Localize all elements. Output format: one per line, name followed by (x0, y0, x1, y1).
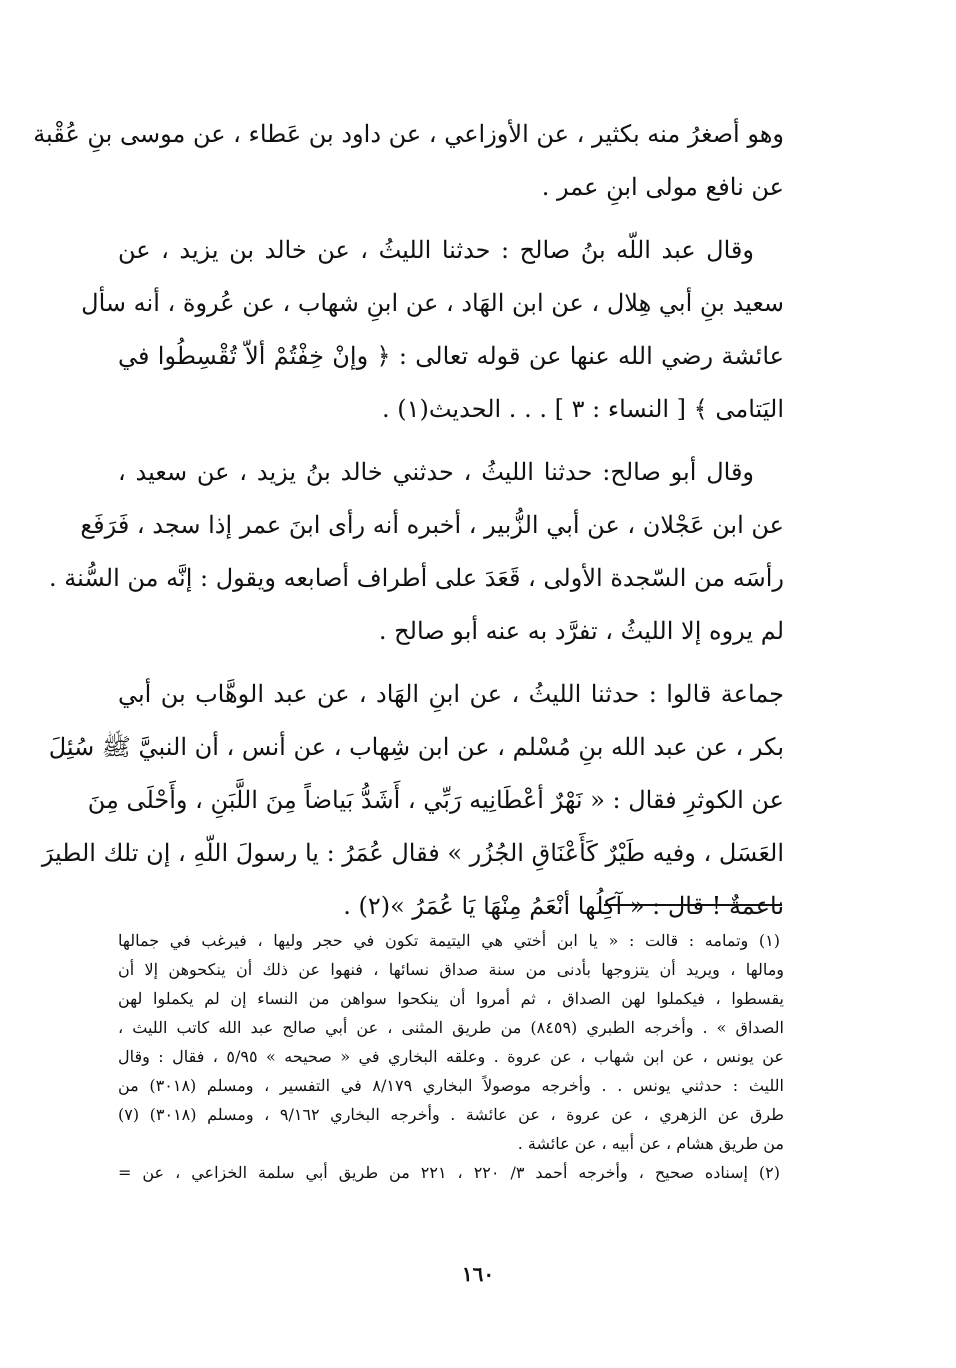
text-line: ناعمةٌ ! قال : « آكِلُها أنْعَمُ مِنْهَا يَا عُمَرُ »(٢) . (343, 892, 784, 920)
text-line: لم يروه إلا الليثُ ، تفرَّد به عنه أبو صالح . (378, 617, 784, 645)
paragraph-1 (33, 108, 784, 214)
text-line: عن ابن عَجْلان ، عن أبي الزُّبير ، أخبره أنه رأى ابنَ عمر إذا سجد ، فَرَفَع (80, 511, 784, 539)
text-line: عن الكوثرِ فقال : « نَهْرٌ أعْطَانِيه رَبِّي ، أَشَدُّ بَياضاً مِنَ اللَّبَنِ ، وأَحْلَى مِنَ (87, 786, 784, 814)
footnote-line: يقسطوا ، فيكملوا لهن الصداق ، ثم أمروا أن ينكحوا سواهن من النساء إن لم يكملوا لهن (118, 989, 784, 1008)
text-line: عائشة رضي الله عنها عن قوله تعالى : ﴿ وإنْ خِفْتُمْ ألاّ تُقْسِطُوا في (118, 342, 784, 370)
paragraph-2 (81, 224, 784, 436)
footnotes (118, 926, 784, 1187)
text-line: عن نافع مولى ابنِ عمر . (541, 173, 784, 201)
main-text (33, 108, 784, 943)
footnote-line: من طريق هشام ، عن أبيه ، عن عائشة . (517, 1134, 784, 1153)
footnote-2 (118, 1158, 784, 1187)
footnote-line: عن يونس ، عن ابن شهاب ، عن عروة . وعلقه البخاري في « صحيحه » ٥/٩٥ ، فقال : وقال (118, 1047, 785, 1066)
footnote-divider (604, 904, 782, 906)
footnote-line: (٢) إسناده صحيح ، وأخرجه أحمد ٣/ ٢٢٠ ، ٢٢١ من طريق أبي سلمة الخزاعي ، عن = (118, 1163, 781, 1182)
footnote-line: الليث : حدثني يونس . . وأخرجه موصولاً البخاري ٨/١٧٩ في التفسير ، ومسلم (٣٠١٨) من (118, 1076, 785, 1095)
paragraph-4 (41, 668, 784, 933)
text-line: بكر ، عن عبد الله بنِ مُسْلم ، عن ابن شِهاب ، عن أنس ، أن النبيَّ ﷺ سُئِلَ (48, 733, 784, 761)
page-number: ١٦٠ (461, 1262, 495, 1286)
text-line: جماعة قالوا : حدثنا الليثُ ، عن ابنِ الهَاد ، عن عبد الوهَّاب بن أبي (118, 680, 784, 708)
footnote-1 (118, 926, 784, 1158)
footnote-line: (١) وتمامه : قالت : « يا ابن أختي هي اليتيمة تكون في حجر وليها ، فيرغب في جمالها (118, 931, 780, 950)
footnote-line: ومالها ، ويريد أن يتزوجها بأدنى من سنة صداق نسائها ، فنهوا عن ذلك أن ينكحوهن إلا أن (118, 960, 784, 979)
text-line: العَسَل ، وفيه طَيْرٌ كَأَعْنَاقِ الجُزُر » فقال عُمَرُ : يا رسولَ اللّهِ ، إن تلك الطيرَ (41, 839, 784, 867)
footnote-line: طرق عن الزهري ، عن عروة ، عن عائشة . وأخرجه البخاري ٩/١٦٢ ، ومسلم (٣٠١٨) (٧) (118, 1105, 784, 1124)
text-line: اليَتامى ﴾ [ النساء : ٣ ] . . . الحديث(١) . (381, 395, 784, 423)
text-line: سعيد بنِ أبي هِلال ، عن ابن الهَاد ، عن ابنِ شهاب ، عن عُروة ، أنه سأل (81, 289, 784, 317)
footnote-line: الصداق » . وأخرجه الطبري (٨٤٥٩) من طريق المثنى ، عن أبي صالح عبد الله كاتب الليث ، (118, 1018, 785, 1037)
text-line: وقال عبد اللّه بنُ صالح : حدثنا الليثُ ، عن خالد بن يزيد ، عن (118, 236, 754, 264)
text-line: وقال أبو صالح: حدثنا الليثُ ، حدثني خالد بنُ يزيد ، عن سعيد ، (118, 458, 754, 486)
text-line: وهو أصغرُ منه بكثير ، عن الأوزاعي ، عن داود بن عَطاء ، عن موسى بنِ عُقْبة (33, 120, 784, 148)
text-line: رأسَه من السّجدة الأولى ، قَعَدَ على أطراف أصابعه ويقول : إنَّه من السُّنة . (49, 564, 784, 592)
paragraph-3 (49, 446, 784, 658)
